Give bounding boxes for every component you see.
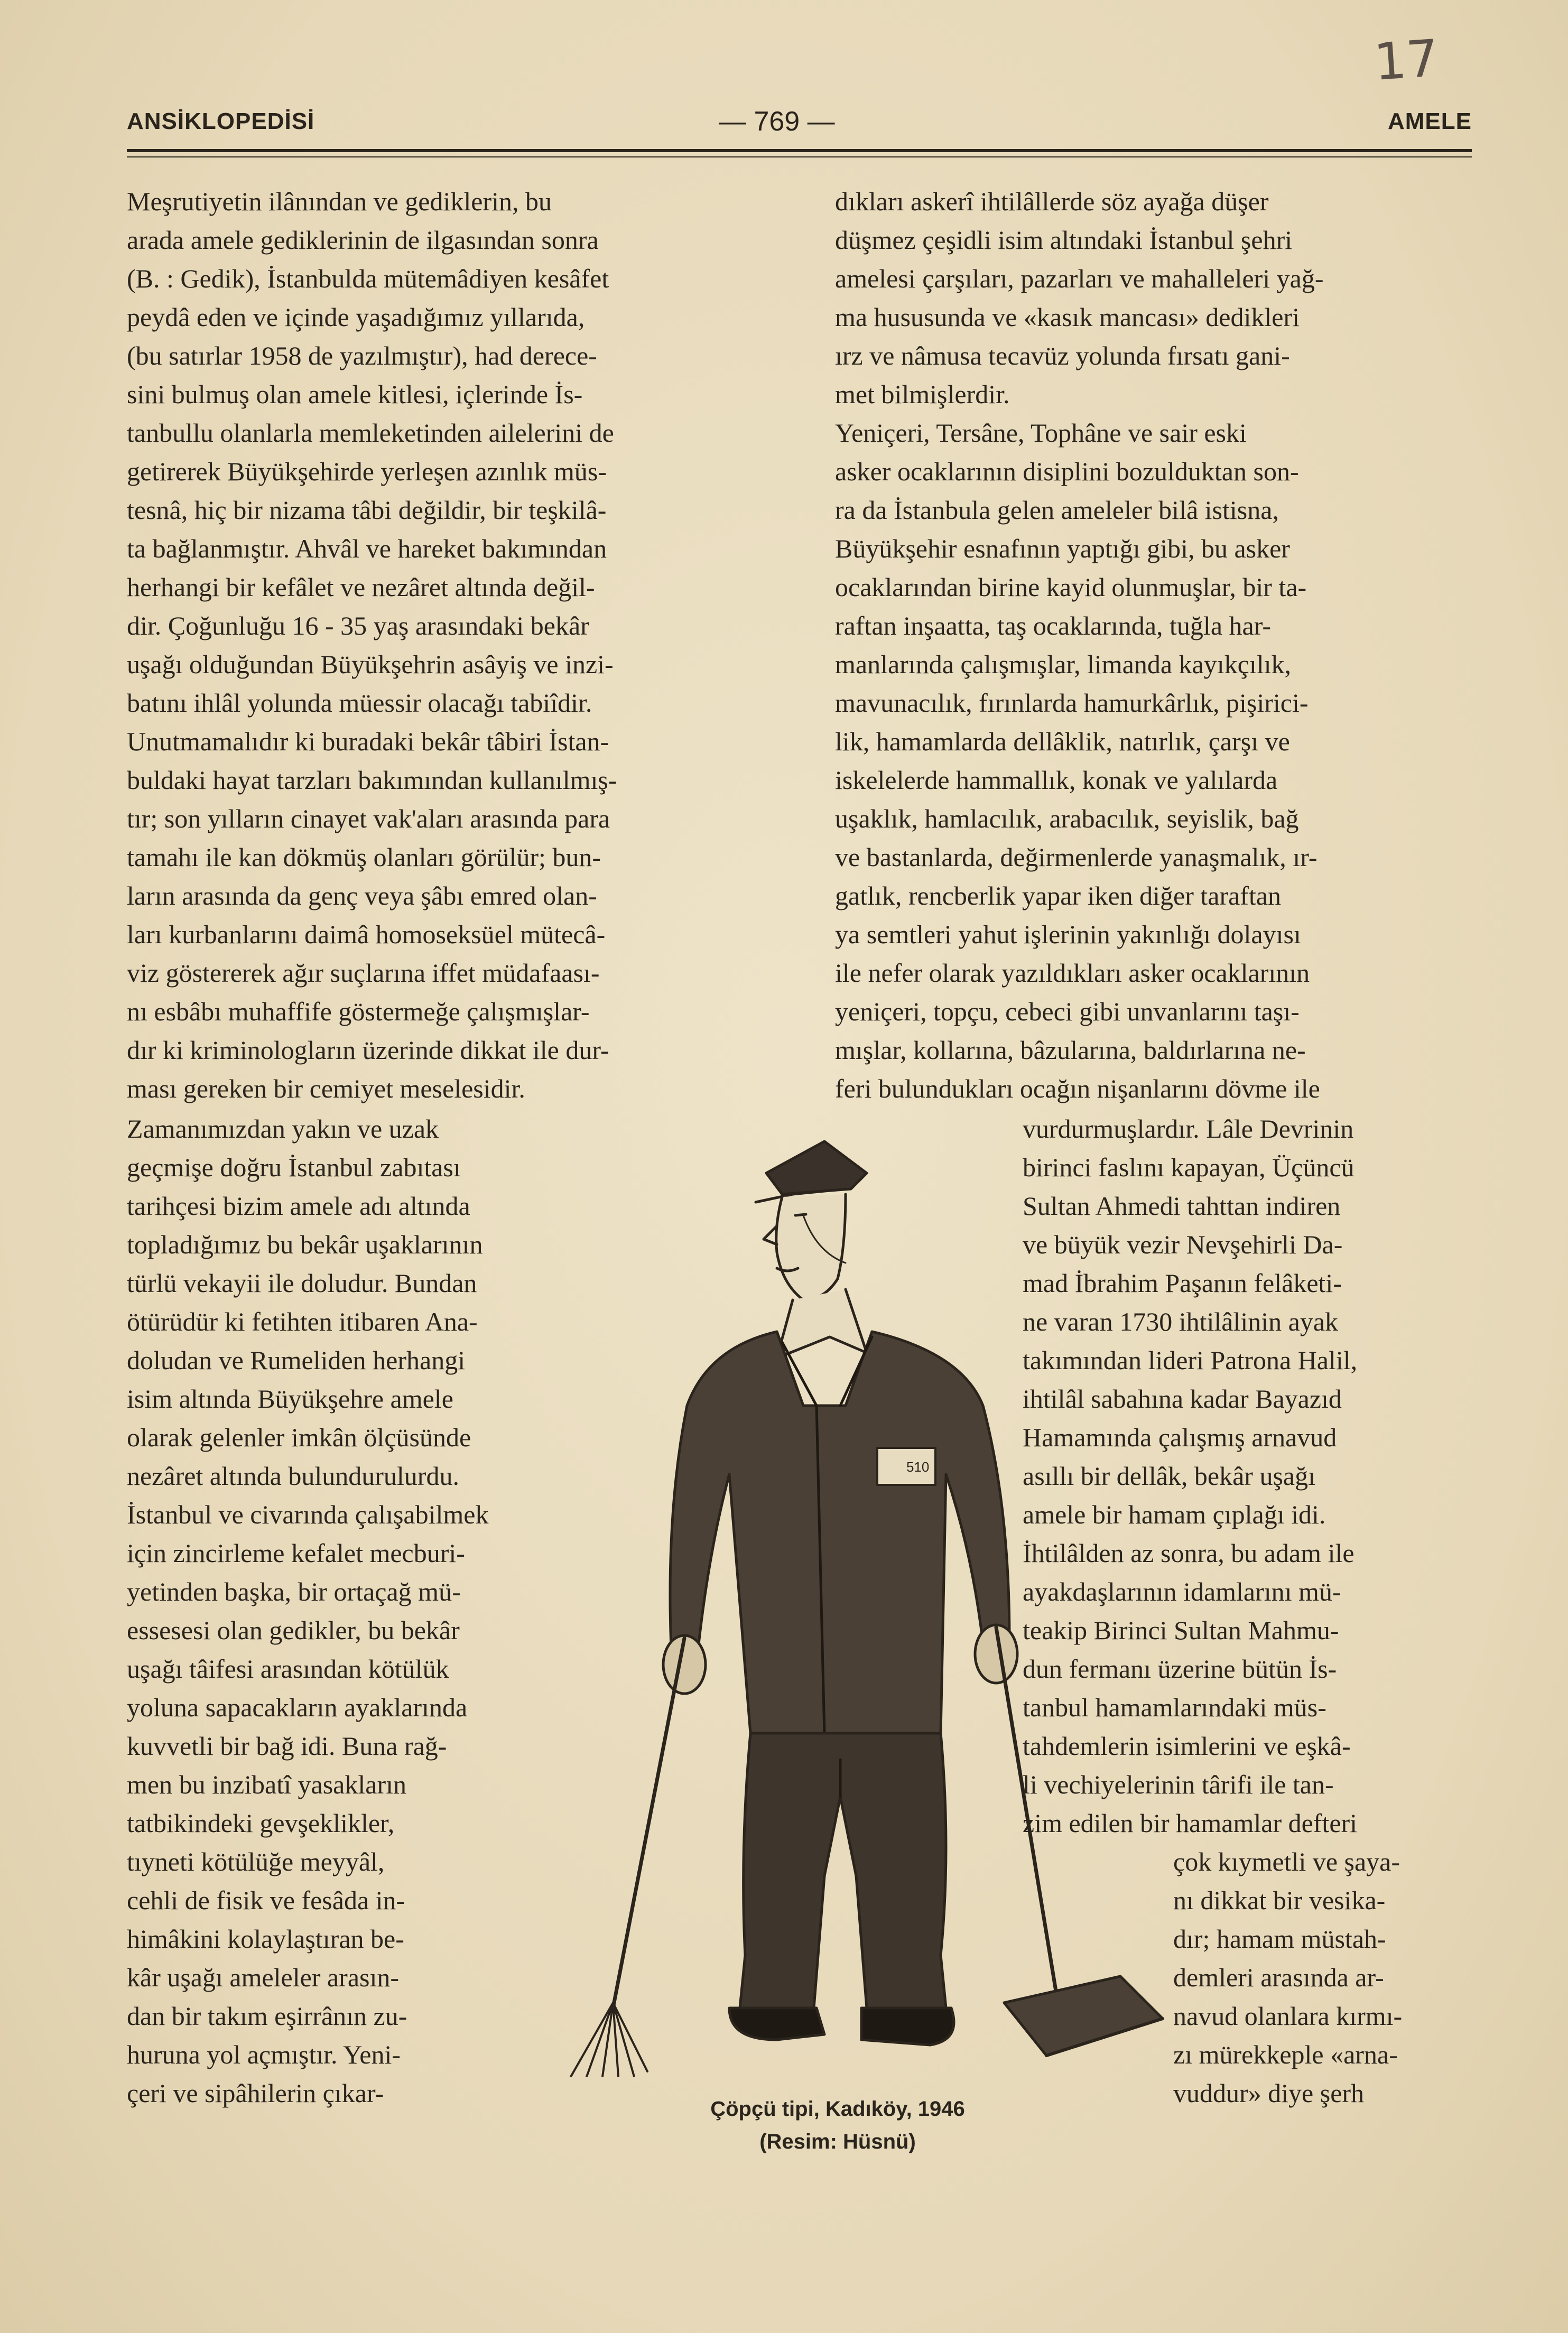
text-line: cehli de fisik ve fesâda in- [127, 1885, 405, 1915]
text-line: amele bir hamam çıplağı idi. [1023, 1500, 1326, 1529]
text-line: mavunacılık, fırınlarda hamurkârlık, pişirici- [835, 688, 1309, 718]
text-line: Yeniçeri, Tersâne, Tophâne ve sair eski [835, 418, 1247, 448]
text-line: tahdemlerin isimlerini ve eşkâ- [1023, 1731, 1351, 1761]
text-line: düşmez çeşidli isim altındaki İstanbul şehri [835, 225, 1293, 255]
text-line: tamahı ile kan dökmüş olanları görülür; bun- [127, 842, 601, 872]
text-line: nezâret altında bulundurulurdu. [127, 1461, 459, 1491]
text-line: tesnâ, hiç bir nizama tâbi değildir, bir teşkilâ- [127, 495, 607, 525]
text-line: essesesi olan gedikler, bu bekâr [127, 1615, 460, 1645]
header-rule [127, 149, 1472, 152]
text-line: yeniçeri, topçu, cebeci gibi unvanlarını taşı- [835, 997, 1300, 1026]
text-line: amelesi çarşıları, pazarları ve mahalleleri yağ- [835, 264, 1324, 293]
text-line: yetinden başka, bir ortaçağ mü- [127, 1577, 461, 1606]
text-line: doludan ve Rumeliden herhangi [127, 1345, 466, 1375]
text-line: ması gereken bir cemiyet meselesidir. [127, 1074, 525, 1103]
text-line: ve büyük vezir Nevşehirli Da- [1023, 1230, 1343, 1259]
text-line: geçmişe doğru İstanbul zabıtası [127, 1152, 461, 1182]
text-line: tatbikindeki gevşeklikler, [127, 1808, 395, 1838]
text-line: gatlık, rencberlik yapar iken diğer taraftan [835, 881, 1282, 910]
running-header [127, 103, 1472, 145]
text-line: dir. Çoğunluğu 16 - 35 yaş arasındaki bekâr [127, 611, 589, 640]
text-line: tanbullu olanlarla memleketinden ailelerini de [127, 418, 614, 448]
text-line: Meşrutiyetin ilânından ve gediklerin, bu [127, 187, 552, 216]
text-line: dan bir takım eşirrânın zu- [127, 2001, 407, 2031]
text-line: çok kıymetli ve şaya- [1173, 1847, 1400, 1876]
text-line: ocaklarından birine kayid olunmuşlar, bir ta- [835, 572, 1307, 602]
text-line: huruna yol açmıştır. Yeni- [127, 2040, 401, 2069]
text-line: olarak gelenler imkân ölçüsünde [127, 1423, 471, 1452]
text-line: nı esbâbı muhaffife göstermeğe çalışmışlar- [127, 997, 590, 1026]
text-line: ların arasında da genç veya şâbı emred olan- [127, 881, 597, 910]
text-line: tanbul hamamlarındaki müs- [1023, 1693, 1326, 1722]
text-line: teakip Birinci Sultan Mahmu- [1023, 1615, 1339, 1645]
text-line: türlü vekayii ile doludur. Bundan [127, 1268, 477, 1298]
text-line: yoluna sapacakların ayaklarında [127, 1693, 468, 1722]
text-line: asker ocaklarının disiplini bozulduktan son- [835, 457, 1299, 486]
text-line: getirerek Büyükşehirde yerleşen azınlık müs- [127, 457, 607, 486]
text-line: ları kurbanlarını daimâ homoseksüel mütecâ- [127, 919, 606, 949]
text-line: met bilmişlerdir. [835, 379, 1010, 409]
text-line: herhangi bir kefâlet ve nezâret altında değil- [127, 572, 595, 602]
text-line: ma hususunda ve «kasık mancası» dedikleri [835, 302, 1300, 332]
text-line: himâkini kolaylaştıran be- [127, 1924, 404, 1954]
text-line: takımından lideri Patrona Halil, [1023, 1345, 1358, 1375]
street-sweeper-illustration [528, 1110, 1173, 2077]
text-line: dır; hamam müstah- [1173, 1924, 1386, 1954]
text-line: mışlar, kollarına, bâzularına, baldırlarına ne- [835, 1035, 1306, 1065]
text-line: li vechiyelerinin târifi ile tan- [1023, 1770, 1334, 1799]
text-line: mad İbrahim Paşanın felâketi- [1023, 1268, 1342, 1298]
text-line: dun fermanı üzerine bütün İs- [1023, 1654, 1337, 1684]
text-line: ayakdaşlarının idamlarını mü- [1023, 1577, 1341, 1606]
text-line: raftan inşaatta, taş ocaklarında, tuğla har- [835, 611, 1271, 640]
text-line: ya semtleri yahut işlerinin yakınlığı dolayısı [835, 919, 1301, 949]
text-line: ta bağlanmıştır. Ahvâl ve hareket bakımından [127, 534, 607, 563]
text-line: Hamamında çalışmış arnavud [1023, 1423, 1337, 1452]
text-line: uşaklık, hamlacılık, arabacılık, seyislik, bağ [835, 804, 1299, 833]
text-line: için zincirleme kefalet mecburi- [127, 1538, 465, 1568]
text-line: lik, hamamlarda dellâklik, natırlık, çarşı ve [835, 727, 1290, 756]
text-line: feri bulundukları ocağın nişanlarını dövme ile [835, 1074, 1320, 1103]
header-left: ANSİKLOPEDİSİ [127, 108, 315, 134]
text-line: sini bulmuş olan amele kitlesi, içlerinde İs- [127, 379, 583, 409]
figure-caption [613, 2093, 1062, 2158]
text-line: uşağı olduğundan Büyükşehrin asâyiş ve inzi- [127, 649, 614, 679]
text-line: zim edilen bir hamamlar defteri [1023, 1808, 1358, 1838]
text-line: (bu satırlar 1958 de yazılmıştır), had derece- [127, 341, 597, 370]
text-line: Büyükşehir esnafının yaptığı gibi, bu asker [835, 534, 1290, 563]
text-line: iskelelerde hammallık, konak ve yalılarda [835, 765, 1278, 795]
text-line: isim altında Büyükşehre amele [127, 1384, 453, 1414]
caption-title: Çöpçü tipi, Kadıköy, 1946 [710, 2097, 965, 2121]
text-line: topladığımız bu bekâr uşaklarının [127, 1230, 483, 1259]
text-line: arada amele gediklerinin de ilgasından sonra [127, 225, 599, 255]
text-line: ne varan 1730 ihtilâlinin ayak [1023, 1307, 1339, 1336]
text-line: vuddur» diye şerh [1173, 2078, 1365, 2108]
text-line: birinci faslını kapayan, Üçüncü [1023, 1152, 1354, 1182]
text-line: tır; son yılların cinayet vak'aları arasında para [127, 804, 610, 833]
text-line: manlarında çalışmışlar, limanda kayıkçılık, [835, 649, 1292, 679]
text-line: peydâ eden ve içinde yaşadığımız yıllarıda, [127, 302, 585, 332]
text-line: tıyneti kötülüğe meyyâl, [127, 1847, 385, 1876]
text-line: Sultan Ahmedi tahttan indiren [1023, 1191, 1341, 1221]
text-line: viz göstererek ağır suçlarına iffet müdafaası- [127, 958, 600, 988]
text-line: ırz ve nâmusa tecavüz yolunda fırsatı gani- [835, 341, 1290, 370]
text-line: nı dikkat bir vesika- [1173, 1885, 1386, 1915]
text-line: Unutmamalıdır ki buradaki bekâr tâbiri İstan- [127, 727, 609, 756]
page-number: — 769 — [719, 106, 835, 137]
text-line: Zamanımızdan yakın ve uzak [127, 1114, 439, 1144]
header-right: AMELE [1388, 108, 1472, 134]
header-rule-thin [127, 156, 1472, 157]
text-line: (B. : Gedik), İstanbulda mütemâdiyen kesâfet [127, 264, 609, 293]
text-line: uşağı tâifesi arasından kötülük [127, 1654, 449, 1684]
text-line: navud olanlara kırmı- [1173, 2001, 1403, 2031]
text-line: dır ki kriminologların üzerinde dikkat ile dur- [127, 1035, 609, 1065]
text-line: batını ihlâl yolunda müessir olacağı tabiîdir. [127, 688, 592, 718]
text-line: demleri arasında ar- [1173, 1963, 1384, 1992]
text-line: ra da İstanbula gelen ameleler bilâ istisna, [835, 495, 1279, 525]
handwritten-page-mark: 17 [1372, 28, 1441, 92]
text-line: ötürüdür ki fetihten itibaren Ana- [127, 1307, 478, 1336]
text-line: zı mürekkeple «arna- [1173, 2040, 1398, 2069]
text-line: ihtilâl sabahına kadar Bayazıd [1023, 1384, 1342, 1414]
text-line: ve bastanlarda, değirmenlerde yanaşmalık, ır- [835, 842, 1318, 872]
text-line: asıllı bir dellâk, bekâr uşağı [1023, 1461, 1316, 1491]
text-line: kâr uşağı ameleler arasın- [127, 1963, 400, 1992]
text-line: buldaki hayat tarzları bakımından kullanılmış- [127, 765, 617, 795]
text-line: tarihçesi bizim amele adı altında [127, 1191, 470, 1221]
text-line: men bu inzibatî yasakların [127, 1770, 407, 1799]
text-line: İstanbul ve civarında çalışabilmek [127, 1500, 489, 1529]
text-line: ile nefer olarak yazıldıkları asker ocaklarının [835, 958, 1310, 988]
text-line: çeri ve sipâhilerin çıkar- [127, 2078, 384, 2108]
text-line: vurdurmuşlardır. Lâle Devrinin [1023, 1114, 1354, 1144]
badge-number: 510 [906, 1459, 930, 1475]
text-line: dıkları askerî ihtilâllerde söz ayağa düşer [835, 187, 1269, 216]
text-line: kuvvetli bir bağ idi. Buna rağ- [127, 1731, 447, 1761]
caption-credit: (Resim: Hüsnü) [759, 2130, 916, 2153]
text-line: İhtilâlden az sonra, bu adam ile [1023, 1538, 1354, 1568]
